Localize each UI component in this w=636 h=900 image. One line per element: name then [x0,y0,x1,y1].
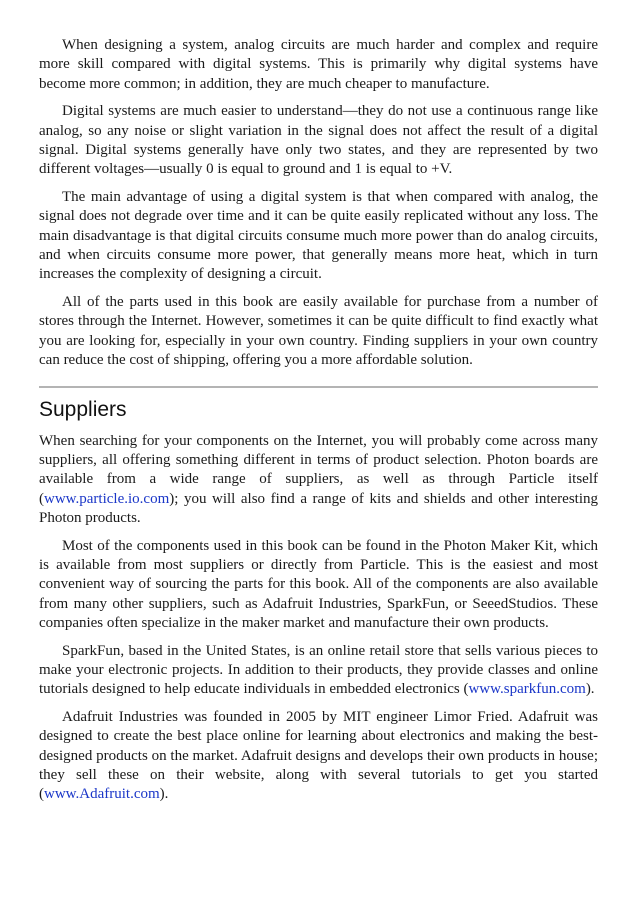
text-segment: ). [159,786,169,803]
paragraph-analog-vs-digital: When designing a system, analog circuits are much harder and complex and require more skill compared with digital systems. This is primarily why digital systems have become more common; in addition, they are much cheaper to manufacture. [39,37,598,92]
paragraph-advantages: The main advantage of using a digital system is that when compared with analog, the signal does not degrade over time and it can be quite easily replicated without any loss. The main disadvantage is that digital circuits consume much more power than do analog circuits, and when circuits consume more power, that generally means more heat, which in turn increases the complexity of designing a circuit. [39,188,598,283]
paragraph-maker-kit: Most of the components used in this book can be found in the Photon Maker Kit, which is available from most suppliers or directly from Particle. This is the easiest and most convenient way of sourcing the parts for this book. All of the components are also available from many other suppliers, such as Adafruit Industries, SparkFun, or SeeedStudios. These companies often specialize in the maker market and manufacture their own products. [39,537,598,632]
text-segment: Adafruit Industries was founded in 2005 by MIT engineer Limor Fried. Adafruit was designed to create the best place online for learning about electronics and making the bestdesigned products on the market. Adafruit designs and develops their own products in house; they sell these on their website, along with several tutorials to get you started ( [39,708,598,803]
paragraph-sparkfun [39,642,598,700]
paragraph-searching-suppliers [39,432,598,529]
paragraph-parts-availability: All of the parts used in this book are easily available for purchase from a number of stores through the Internet. However, sometimes it can be quite difficult to find exactly what you are looking for, especially in your own country. Finding suppliers in your own country can reduce the cost of shipping, offering you a more affordable solution. [39,293,598,369]
text-segment: ). [585,681,595,698]
section-divider [39,386,598,388]
paragraph-adafruit [39,708,598,805]
link-particle[interactable]: www.particle.io.com [44,490,170,507]
text-segment: ); you will also find a range of kits and shields and other interesting Photon products. [39,490,598,527]
section-heading-suppliers: Suppliers [39,397,127,421]
text-segment: SparkFun, based in the United States, is an online retail store that sells various pieces to make your electronic projects. In addition to their products, they provide classes and online tutorials designed to help educate individuals in embedded electronics ( [39,642,598,698]
link-sparkfun[interactable]: www.sparkfun.com [468,681,586,698]
text-segment: When searching for your components on the Internet, you will probably come across many suppliers, all offering something different in terms of product selection. Photon boards are available from a wide range of suppliers, as well as through Particle itself ( [39,432,598,507]
book-page [39,36,598,813]
link-adafruit[interactable]: www.Adafruit.com [44,786,160,803]
paragraph-digital-states: Digital systems are much easier to understand—they do not use a continuous range like analog, so any noise or slight variation in the signal does not affect the result of a digital signal. Digital systems generally have only two states, and they are represented by two different voltages—usually 0 is equal to ground and 1 is equal to +V. [39,103,598,178]
